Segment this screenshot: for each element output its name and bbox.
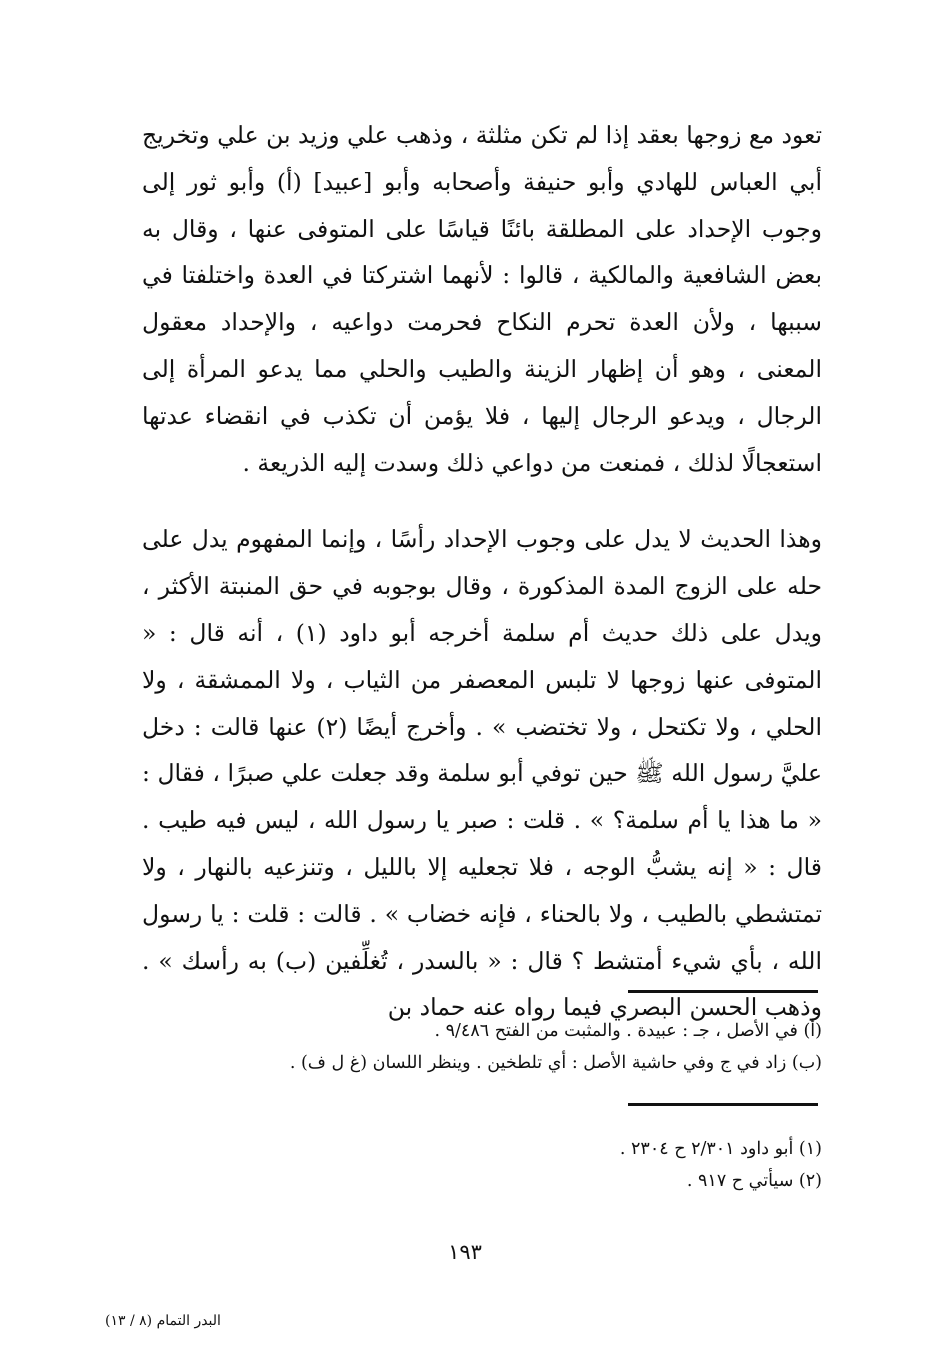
main-text	[142, 112, 822, 1031]
page-number: ١٩٣	[448, 1240, 482, 1264]
footnotes-references	[142, 1133, 822, 1197]
paragraph-1: تعود مع زوجها بعقد إذا لم تكن مثلثة ، وذهب علي وزيد بن علي وتخريج أبي العباس للهادي وأبو حنيفة وأصحابه وأبو [عبيد] (أ) وأبو ثور إلى وجوب الإحداد على المطلقة بائنًا قياسًا على المتوفى عنها ، وقال به بعض الشافعية والمالكية ، قالوا : لأنهما اشتركتا في العدة واختلفتا في سببها ، ولأن العدة تحرم النكاح فحرمت دواعيه ، والإحداد معقول المعنى ، وهو أن إظهار الزينة والطيب والحلي مما يدعو المرأة إلى الرجال ، ويدعو الرجال إليها ، فلا يؤمن أن تكذب في انقضاء عدتها استعجالًا لذلك ، فمنعت من دواعي ذلك وسدت إليه الذريعة .	[142, 121, 822, 477]
running-footer-label: البدر التمام (٨ / ١٣)	[105, 1313, 221, 1329]
paragraph-2: وهذا الحديث لا يدل على وجوب الإحداد رأسًا ، وإنما المفهوم يدل على حله على الزوج المدة المذكورة ، وقال بوجوبه في حق المنبتة الأكثر ، ويدل على ذلك حديث أم سلمة أخرجه أبو داود (١) ، أنه قال : « المتوفى عنها زوجها لا تلبس المعصفر من الثياب ، ولا الممشقة ، ولا الحلي ، ولا تكتحل ، ولا تختضب » . وأخرج أيضًا (٢) عنها قالت : دخل عليَّ رسول الله ﷺ حين توفي أبو سلمة وقد جعلت علي صبرًا ، فقال : « ما هذا يا أم سلمة؟ » . قلت : صبر يا رسول الله ، ليس فيه طيب . قال : « إنه يشبُّ الوجه ، فلا تجعليه إلا بالليل ، وتنزعيه بالنهار ، ولا تمتشطي بالطيب ، ولا بالحناء ، فإنه خضاب » . قالت : قلت : يا رسول الله ، بأي شيء أمتشط ؟ قال : « بالسدر ، تُغلِّفين (ب) به رأسك » . وذهب الحسن البصري فيما رواه عنه حماد بن	[142, 525, 822, 1022]
footnote-alif: (أ) في الأصل ، جـ : عبيدة . والمثبت من الفتح ٩/٤٨٦ .	[434, 1021, 822, 1041]
footnote-separator-numbers	[628, 1103, 818, 1106]
footnote-ba: (ب) زاد في ج وفي حاشية الأصل : أي تلطخين . وينظر اللسان (غ ل ف) .	[289, 1053, 822, 1073]
footnote-1: (١) أبو داود ٢/٣٠١ ح ٢٣٠٤ .	[619, 1139, 822, 1159]
footnote-2: (٢) سيأتي ح ٩١٧ .	[686, 1171, 822, 1191]
footnote-separator-letters	[628, 990, 818, 993]
running-footer	[105, 1313, 305, 1329]
footnotes-variants	[142, 1015, 822, 1079]
